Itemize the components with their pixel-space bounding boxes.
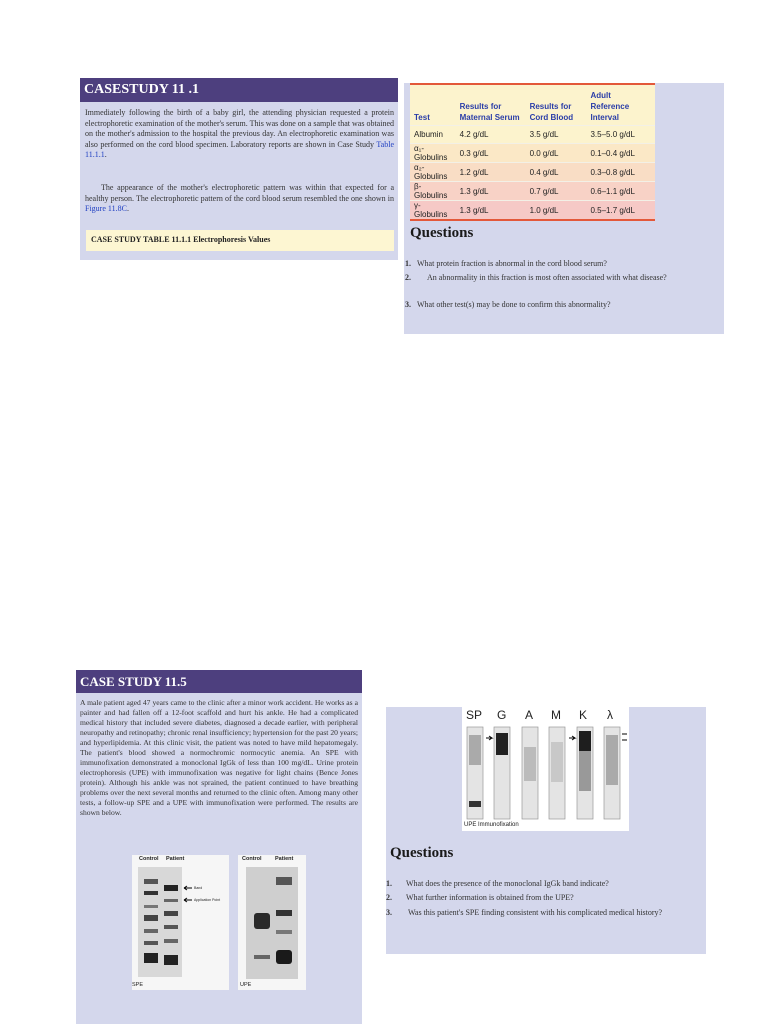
header-test: Test [414, 113, 430, 122]
case-study-11-5-paragraph: A male patient aged 47 years came to the clinic after a minor work accident. He works as a painter and had fallen off a 12-foot scaffold and hurt his ankle. He had a complicated medical history that included severe diabetes, diagnosed a decade earlier, with peripheral neuropathy and retinopathy; chronic renal insufficiency; hypertension for the past 20 years; and hyperlipidemia. At this clinic visit, the patient was noted to have mild hepatomegaly. The patient's blood showed a normochromic normocytic anemia. An SPE with immunofixation demonstrated a monoclonal IgGk of less than 100 mg/dL. Urine protein electrophoresis (UPE) with immunofixation was negative for light chains (Bence Jones protein). Although his ankle was not sprained, the patient continued to have breathing problems over the next several months and returned to the clinic often. Among many other tests, a follow-up SPE and a UPE with immunofixation were performed. The results are shown below. [80, 698, 358, 817]
cell-reference: 0.6–1.1 g/dL [586, 182, 655, 201]
question-text: Was this patient's SPE finding consistent with his complicated medical history? [408, 908, 663, 917]
band-label: Band [194, 886, 203, 890]
gel-band [144, 953, 158, 963]
gel-band [276, 910, 292, 916]
cell-cord: 3.5 g/dL [526, 126, 587, 144]
ife-lane-label-k: K [579, 708, 588, 722]
case-11-5-question-2 [386, 893, 701, 903]
gel-band [164, 955, 178, 965]
cell-reference: 3.5–5.0 g/dL [586, 126, 655, 144]
gel-band [164, 885, 178, 891]
cell-test: α₁-Globulins [410, 144, 456, 163]
table-11-1-1-link[interactable]: Table 11.1.1 [85, 139, 394, 159]
cell-cord: 0.7 g/dL [526, 182, 587, 201]
cell-test: α₂-Globulins [410, 163, 456, 182]
table-caption-text: CASE STUDY TABLE 11.1.1 Electrophoresis Values [91, 235, 271, 244]
upe-immunofixation-figure [462, 707, 629, 831]
gel-band [144, 905, 158, 908]
ife-lane-label-g: G [497, 708, 507, 722]
spe-control-label: Control [139, 856, 159, 862]
spe-gel-figure [132, 855, 229, 990]
cell-reference: 0.3–0.8 g/dL [586, 163, 655, 182]
gel-band [164, 911, 178, 916]
question-text: What does the presence of the monoclonal IgGk band indicate? [406, 879, 609, 888]
question-text: An abnormality in this fraction is most often associated with what disease? [427, 273, 667, 282]
ife-band-sp-bottom [469, 801, 481, 807]
ife-band-g [496, 733, 508, 755]
ife-band-k-smear [579, 751, 591, 791]
cell-maternal: 1.2 g/dL [456, 163, 526, 182]
gel-band [276, 930, 292, 934]
ife-arrow-g [486, 736, 492, 740]
case-study-11-5-title-text: CASE STUDY 11.5 [80, 674, 187, 689]
case-11-1-question-2 [405, 273, 720, 283]
electrophoresis-values-table [410, 83, 655, 221]
cell-maternal: 0.3 g/dL [456, 144, 526, 163]
table-row [410, 182, 655, 201]
question-number: 2. [405, 273, 411, 282]
gel-band [144, 929, 158, 933]
ife-lane-label-a: A [525, 708, 534, 722]
case-11-5-questions-title: Questions [390, 845, 454, 861]
spe-gel-image [132, 855, 229, 990]
gel-band [164, 925, 178, 929]
paragraph-2-text: The appearance of the mother's electrophoretic pattern was within that expected for a healthy person. The electrophoretic pattern of the cord blood serum resembled the one shown in [85, 183, 394, 203]
upe-patient-label: Patient [275, 856, 294, 862]
ife-band-sp [469, 735, 481, 765]
question-text: What other test(s) may be done to confirm this abnormality? [417, 300, 611, 309]
cell-maternal: 4.2 g/dL [456, 126, 526, 144]
ife-lane-label-lambda: λ [607, 708, 613, 722]
case-11-1-questions-title: Questions [410, 225, 474, 241]
header-maternal: Results for Maternal Serum [459, 102, 520, 122]
table-row [410, 163, 655, 182]
cell-test: Albumin [410, 126, 456, 144]
gel-band [254, 913, 270, 929]
immunofixation-image [462, 707, 629, 831]
upe-gel-figure [238, 855, 306, 990]
case-11-1-question-3 [405, 300, 720, 310]
ife-lane-label-sp: SP [466, 708, 483, 722]
case-11-5-question-1 [386, 879, 701, 889]
ife-bands [469, 731, 618, 807]
cell-reference: 0.1–0.4 g/dL [586, 144, 655, 163]
cell-maternal: 1.3 g/dL [456, 201, 526, 220]
paragraph-1-end: . [104, 150, 107, 159]
figure-11-8c-link[interactable]: Figure 11.8C [85, 204, 127, 213]
gel-band [144, 941, 158, 945]
paragraph-2-end: . [126, 204, 129, 213]
case-study-11-1-title-text: CASESTUDY 11 .1 [84, 82, 200, 97]
case-study-11-1-title [80, 78, 398, 102]
gel-band [276, 877, 292, 885]
ife-lane-label-m: M [551, 708, 561, 722]
question-number: 2. [386, 893, 392, 902]
case-11-5-question-3 [386, 908, 701, 918]
ife-band-k [579, 731, 591, 751]
ife-arrow-k [569, 736, 575, 740]
cell-maternal: 1.3 g/dL [456, 182, 526, 201]
case-study-11-1-paragraph-2 [85, 183, 394, 215]
ife-caption: UPE Immunofixation [464, 822, 519, 828]
table-row [410, 126, 655, 144]
case-study-11-5-title [76, 670, 362, 693]
spe-caption: SPE [132, 982, 144, 988]
ife-band-lambda [606, 735, 618, 785]
cell-cord: 0.0 g/dL [526, 144, 587, 163]
table-row [410, 201, 655, 220]
ife-band-m [551, 742, 563, 782]
ife-lanes [467, 727, 620, 819]
table-header-row [410, 85, 655, 126]
case-11-1-question-1 [405, 259, 720, 269]
application-point-arrow [184, 898, 192, 902]
table-row [410, 144, 655, 163]
case-study-11-1-paragraph-1 [85, 108, 394, 161]
cell-reference: 0.5–1.7 g/dL [586, 201, 655, 220]
header-reference: Adult Reference Interval [590, 91, 630, 122]
upe-control-label: Control [242, 856, 262, 862]
cell-test: β-Globulins [410, 182, 456, 201]
values-table [410, 85, 655, 219]
paragraph-1-text: Immediately following the birth of a baby girl, the attending physician requested a protein electrophoretic examination of the mother's serum. This was done on a sample that was obtained on the mother's admission to the hospital the previous day. An electrophoretic examination was also performed on the cord blood specimen. Laboratory reports are shown in Case Study [85, 108, 394, 149]
table-caption [86, 230, 394, 251]
gel-band [144, 915, 158, 921]
upe-caption: UPE [240, 982, 252, 988]
cell-cord: 0.4 g/dL [526, 163, 587, 182]
question-text: What further information is obtained from the UPE? [406, 893, 574, 902]
gel-band [276, 950, 292, 964]
cell-test: γ-Globulins [410, 201, 456, 220]
gel-band [144, 891, 158, 895]
band-arrow [184, 886, 192, 890]
cell-cord: 1.0 g/dL [526, 201, 587, 220]
ife-band-a [524, 747, 536, 781]
gel-band [144, 879, 158, 884]
gel-band [254, 955, 270, 959]
question-number: 1. [386, 879, 392, 888]
application-point-label: Application Point [194, 898, 221, 902]
spe-patient-label: Patient [166, 856, 185, 862]
header-cord: Results for Cord Blood [529, 102, 574, 122]
gel-band [164, 939, 178, 943]
question-text: What protein fraction is abnormal in the cord blood serum? [417, 259, 607, 268]
question-number: 1. [405, 259, 411, 268]
upe-gel-image [238, 855, 306, 990]
question-number: 3. [405, 300, 411, 309]
question-number: 3. [386, 908, 392, 917]
gel-band [164, 899, 178, 902]
